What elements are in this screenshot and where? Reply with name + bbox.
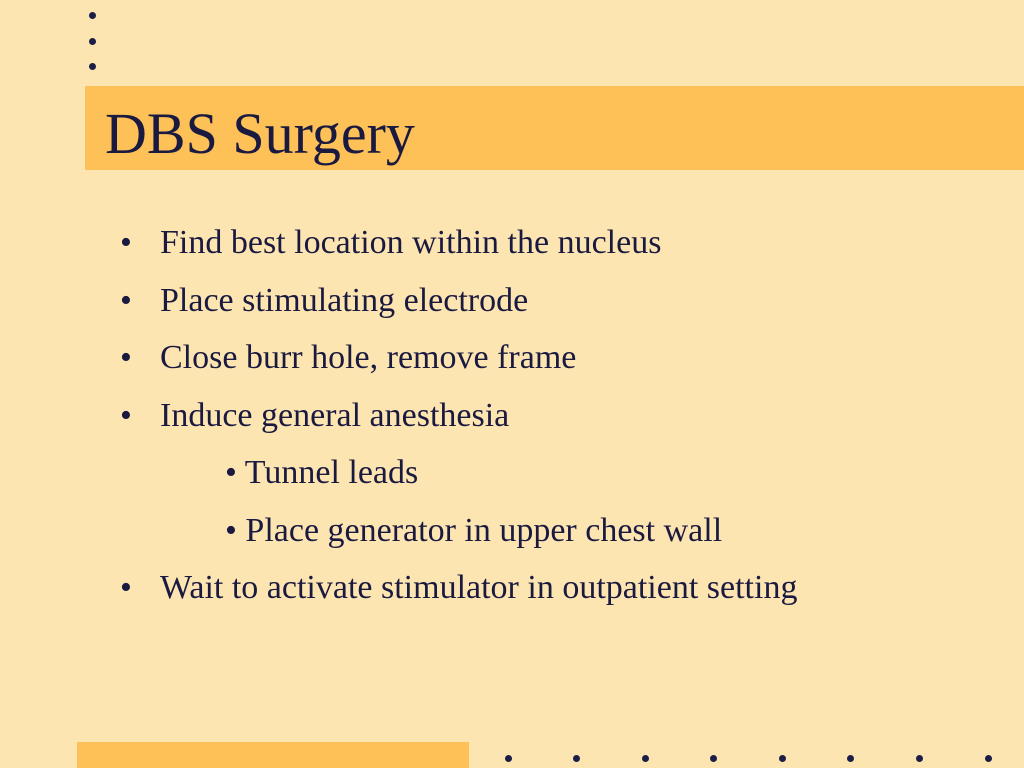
decorative-dot	[89, 38, 96, 45]
sub-bullet-text: • Place generator in upper chest wall	[225, 511, 723, 549]
bullet-mark: •	[120, 281, 132, 319]
decorative-dots-horizontal	[505, 755, 1005, 765]
bullet-mark: •	[120, 396, 132, 434]
bullet-item	[0, 214, 1024, 272]
decorative-dot	[642, 755, 649, 762]
slide-title: DBS Surgery	[105, 101, 415, 166]
decorative-dot	[710, 755, 717, 762]
decorative-dot	[779, 755, 786, 762]
bullet-text: Place stimulating electrode	[160, 281, 529, 319]
decorative-dot	[985, 755, 992, 762]
bullet-text: Induce general anesthesia	[160, 396, 510, 434]
bullet-text: Close burr hole, remove frame	[160, 339, 577, 376]
bottom-accent-band	[77, 742, 469, 768]
sub-bullet-item	[0, 444, 1024, 502]
bullet-item	[0, 387, 1024, 445]
decorative-dots-vertical	[89, 12, 97, 74]
sub-bullet-text: • Tunnel leads	[225, 454, 419, 491]
bullet-mark: •	[120, 569, 132, 606]
bullet-text: Find best location within the nucleus	[160, 224, 662, 261]
bullet-text: Wait to activate stimulator in outpatient setting	[160, 569, 798, 606]
bullet-mark: •	[120, 224, 132, 261]
decorative-dot	[89, 63, 96, 70]
decorative-dot	[89, 12, 96, 19]
bullet-list	[0, 214, 1024, 617]
decorative-dot	[847, 755, 854, 762]
bullet-item	[0, 272, 1024, 330]
decorative-dot	[916, 755, 923, 762]
bullet-item	[0, 329, 1024, 387]
bullet-mark: •	[120, 339, 132, 376]
decorative-dot	[573, 755, 580, 762]
sub-bullet-item	[0, 502, 1024, 560]
decorative-dot	[505, 755, 512, 762]
bullet-item	[0, 559, 1024, 617]
